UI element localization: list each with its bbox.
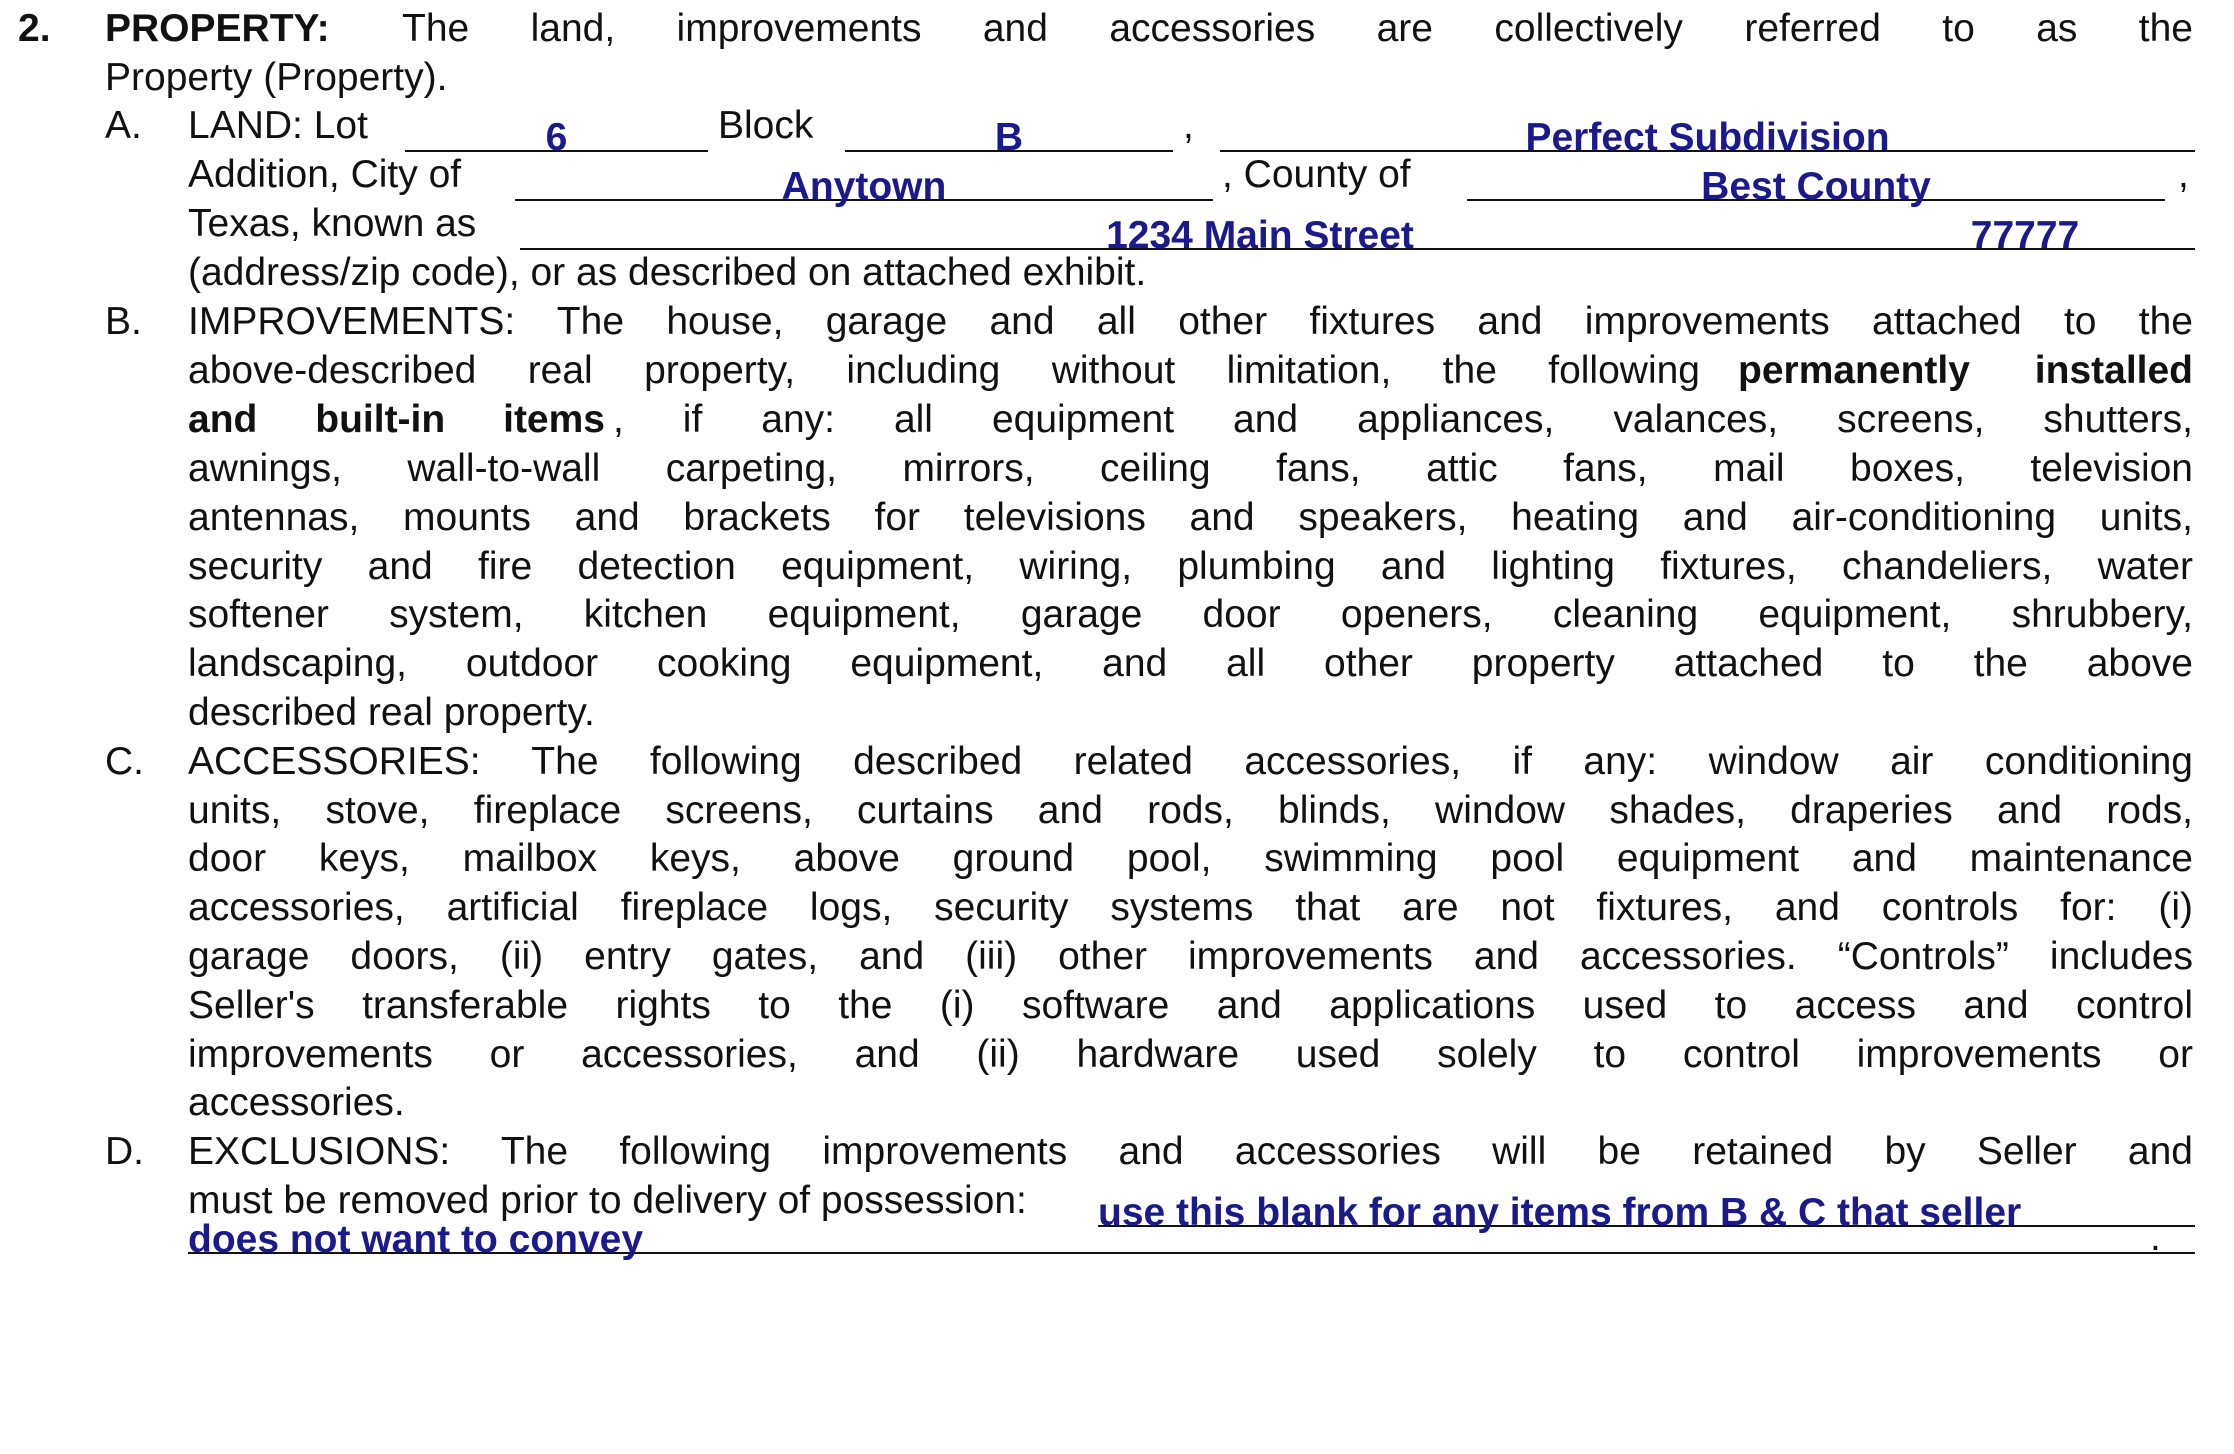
text-line: accessories. [188, 1081, 405, 1124]
item-letter-a: A. [105, 104, 142, 147]
lot-value: 6 [545, 116, 568, 159]
justified-text: above-described real property, including without limitation, the following [188, 349, 1700, 392]
city-value: Anytown [781, 165, 947, 208]
justified-text: antennas, mounts and brackets for televisions and speakers, heating and air-conditioning units, [188, 496, 2193, 539]
justified-text: softener system, kitchen equipment, garage door openers, cleaning equipment, shrubbery, [188, 593, 2193, 636]
bold-text: permanently installed [1738, 349, 2193, 392]
section-intro-end: Property (Property). [105, 56, 448, 99]
justified-text: ACCESSORIES: The following described related accessories, if any: window air conditioning [188, 740, 2193, 783]
section-number: 2. [18, 7, 51, 50]
justified-text: accessories, artificial fireplace logs, security systems that are not fixtures, and controls for: (i) [188, 886, 2193, 929]
land-label: LAND: Lot [188, 104, 368, 147]
county-blank[interactable] [1467, 165, 2165, 208]
section-heading: PROPERTY: [105, 7, 330, 50]
justified-text: improvements or accessories, and (ii) hardware used solely to control improvements or [188, 1033, 2193, 1076]
item-letter-b: B. [105, 300, 142, 343]
comma: , [2178, 153, 2189, 196]
justified-text: IMPROVEMENTS: The house, garage and all other fixtures and improvements attached to the [188, 300, 2193, 343]
city-blank[interactable] [515, 165, 1213, 208]
justified-text: The land, improvements and accessories are collectively referred to as the [402, 7, 2193, 50]
block-value: B [994, 116, 1024, 159]
exclusions-blank-2[interactable] [188, 1218, 2195, 1261]
text-line: described real property. [188, 691, 595, 734]
justified-text: units, stove, fireplace screens, curtains and rods, blinds, window shades, draperies and rods, [188, 789, 2193, 832]
zip-value: 77777 [1970, 214, 2080, 257]
block-label: Block [718, 104, 814, 147]
justified-text: door keys, mailbox keys, above ground pool, swimming pool equipment and maintenance [188, 837, 2193, 880]
county-value: Best County [1701, 165, 1931, 208]
justified-text: security and fire detection equipment, wiring, plumbing and lighting fixtures, chandeliers, water [188, 545, 2193, 588]
bold-text: and built-in items [188, 398, 605, 441]
text-line: must be removed prior to delivery of possession: [188, 1179, 1027, 1222]
item-letter-d: D. [105, 1130, 144, 1173]
item-letter-c: C. [105, 740, 144, 783]
exclusions-blank-1[interactable] [1098, 1191, 2195, 1234]
addition-label: Addition, City of [188, 153, 462, 196]
exclusions-fill-1: use this blank for any items from B & C that seller [1098, 1191, 2022, 1234]
block-blank[interactable] [845, 116, 1173, 159]
subdivision-value: Perfect Subdivision [1525, 116, 1890, 159]
comma: , [1183, 104, 1194, 147]
justified-text: EXCLUSIONS: The following improvements and accessories will be retained by Seller and [188, 1130, 2193, 1173]
period: . [2150, 1216, 2161, 1259]
address-value: 1234 Main Street [1106, 214, 1414, 257]
justified-text: awnings, wall-to-wall carpeting, mirrors, ceiling fans, attic fans, mail boxes, television [188, 447, 2193, 490]
justified-text: Seller's transferable rights to the (i) software and applications used to access and control [188, 984, 2193, 1027]
justified-text: , if any: all equipment and appliances, valances, screens, shutters, [613, 398, 2193, 441]
exclusions-fill-2: does not want to convey [188, 1218, 644, 1261]
county-label: , County of [1222, 153, 1411, 196]
justified-text: landscaping, outdoor cooking equipment, and all other property attached to the above [188, 642, 2193, 685]
justified-text: garage doors, (ii) entry gates, and (iii) other improvements and accessories. “Controls” includes [188, 935, 2193, 978]
address-note: (address/zip code), or as described on attached exhibit. [188, 251, 1147, 294]
texas-label: Texas, known as [188, 202, 477, 245]
